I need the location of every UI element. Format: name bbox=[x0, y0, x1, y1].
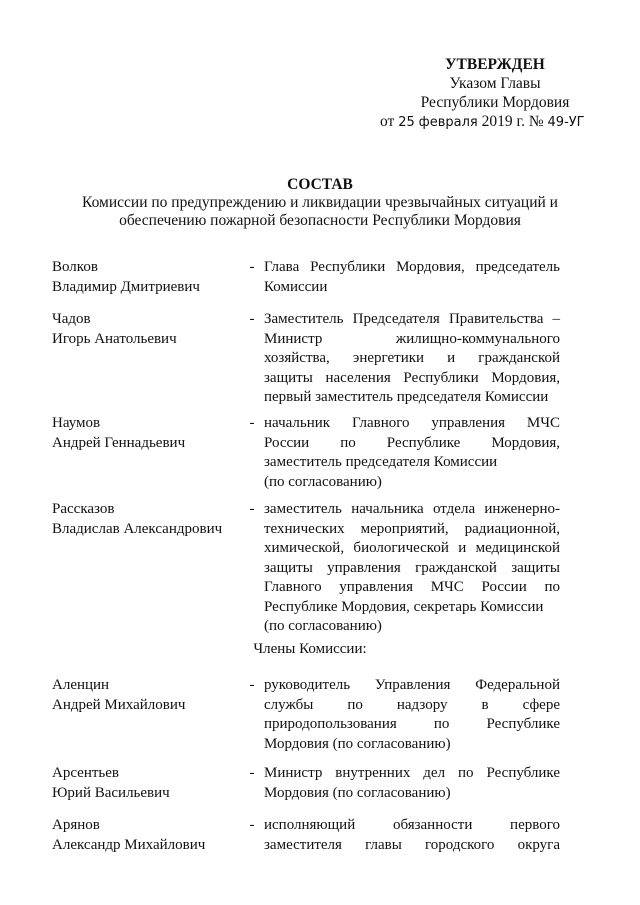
dash-separator: - bbox=[249, 817, 255, 833]
position-line: Главного управления МЧС России по bbox=[264, 579, 560, 595]
person-surname: Наумов bbox=[52, 415, 101, 431]
person-name bbox=[52, 500, 242, 539]
position-line: заместитель председателя Комиссии bbox=[264, 454, 498, 470]
dash-separator: - bbox=[249, 415, 255, 431]
position-line: Республике Мордовия, секретарь Комиссии bbox=[264, 598, 544, 615]
person-given-name: Владимир Дмитриевич bbox=[52, 278, 200, 295]
position-line: химической, биологической и медицинской bbox=[264, 540, 560, 556]
position-description bbox=[264, 310, 560, 408]
person-given-name: Андрей Геннадьевич bbox=[52, 434, 186, 451]
position-line: Заместитель Председателя Правительства – bbox=[264, 311, 560, 327]
position-line: России по Республике Мордовия, bbox=[264, 434, 560, 451]
date-day: 25 bbox=[398, 115, 415, 130]
person-name bbox=[52, 816, 242, 855]
position-line: службы по надзору в сфере bbox=[264, 696, 560, 713]
position-line: Мордовия (по согласованию) bbox=[264, 784, 451, 801]
decree-number: 49-УГ bbox=[547, 115, 585, 130]
position-line: технических мероприятий, радиационной, bbox=[264, 520, 560, 537]
person-given-name: Юрий Васильевич bbox=[52, 784, 170, 801]
person-name bbox=[52, 676, 242, 715]
position-line: заместитель начальника отдела инженерно- bbox=[264, 501, 560, 517]
position-description bbox=[264, 500, 560, 637]
position-line: хозяйства, энергетики и гражданской bbox=[264, 350, 560, 366]
position-line: Министр внутренних дел по Республике bbox=[264, 765, 560, 781]
title-line-1: Комиссии по предупреждению и ликвидации чрезвычайных ситуаций и bbox=[82, 194, 558, 211]
person-given-name: Владислав Александрович bbox=[52, 520, 223, 537]
position-line: Мордовия (по согласованию) bbox=[264, 735, 451, 752]
person-surname: Арсентьев bbox=[52, 765, 119, 781]
person-name bbox=[52, 414, 242, 453]
position-description bbox=[264, 676, 560, 754]
dash-separator: - bbox=[249, 765, 255, 781]
position-line: исполняющий обязанности первого bbox=[264, 817, 560, 833]
date-year: 2019 г. № bbox=[481, 113, 544, 130]
approval-line-1: Указом Главы bbox=[449, 75, 541, 92]
dash-separator: - bbox=[249, 677, 255, 693]
person-name bbox=[52, 258, 242, 297]
title-line-2: обеспечению пожарной безопасности Республики Мордовия bbox=[119, 212, 521, 229]
position-line: первый заместитель председателя Комиссии bbox=[264, 389, 549, 405]
position-line: природопользования по Республике bbox=[264, 716, 560, 732]
person-given-name: Александр Михайлович bbox=[52, 836, 206, 853]
person-given-name: Андрей Михайлович bbox=[52, 696, 186, 713]
position-line: защиты населения Республики Мордовия, bbox=[264, 369, 560, 386]
position-line: Комиссии bbox=[264, 278, 328, 295]
person-name bbox=[52, 764, 242, 803]
position-line: заместителя главы городского округа bbox=[264, 836, 560, 853]
position-description bbox=[264, 414, 560, 492]
position-line: руководитель Управления Федеральной bbox=[264, 677, 560, 693]
position-description bbox=[264, 816, 560, 855]
document-title bbox=[0, 176, 640, 230]
approval-date bbox=[380, 112, 585, 132]
position-line: начальник Главного управления МЧС bbox=[264, 415, 560, 431]
position-description bbox=[264, 258, 560, 297]
approval-heading: УТВЕРЖДЕН bbox=[445, 56, 545, 73]
title-heading: СОСТАВ bbox=[287, 176, 353, 193]
date-prefix: от bbox=[380, 113, 395, 130]
position-line: защиты управления гражданской защиты bbox=[264, 559, 560, 576]
position-line: Глава Республики Мордовия, председатель bbox=[264, 259, 560, 275]
position-line: (по согласованию) bbox=[264, 473, 382, 490]
dash-separator: - bbox=[249, 311, 255, 327]
position-line: (по согласованию) bbox=[264, 618, 382, 634]
approval-line-2: Республики Мордовия bbox=[420, 94, 570, 111]
person-surname: Аленцин bbox=[52, 677, 110, 693]
person-surname: Рассказов bbox=[52, 501, 115, 517]
dash-separator: - bbox=[249, 501, 255, 517]
person-surname: Волков bbox=[52, 259, 98, 275]
position-description bbox=[264, 764, 560, 803]
person-surname: Арянов bbox=[52, 817, 100, 833]
person-surname: Чадов bbox=[52, 311, 91, 327]
members-heading: Члены Комиссии: bbox=[253, 641, 367, 657]
person-name bbox=[52, 310, 242, 349]
dash-separator: - bbox=[249, 259, 255, 275]
person-given-name: Игорь Анатольевич bbox=[52, 330, 177, 347]
approval-stamp bbox=[380, 55, 610, 132]
position-line: Министр жилищно-коммунального bbox=[264, 330, 560, 347]
date-month: февраля bbox=[418, 115, 478, 130]
